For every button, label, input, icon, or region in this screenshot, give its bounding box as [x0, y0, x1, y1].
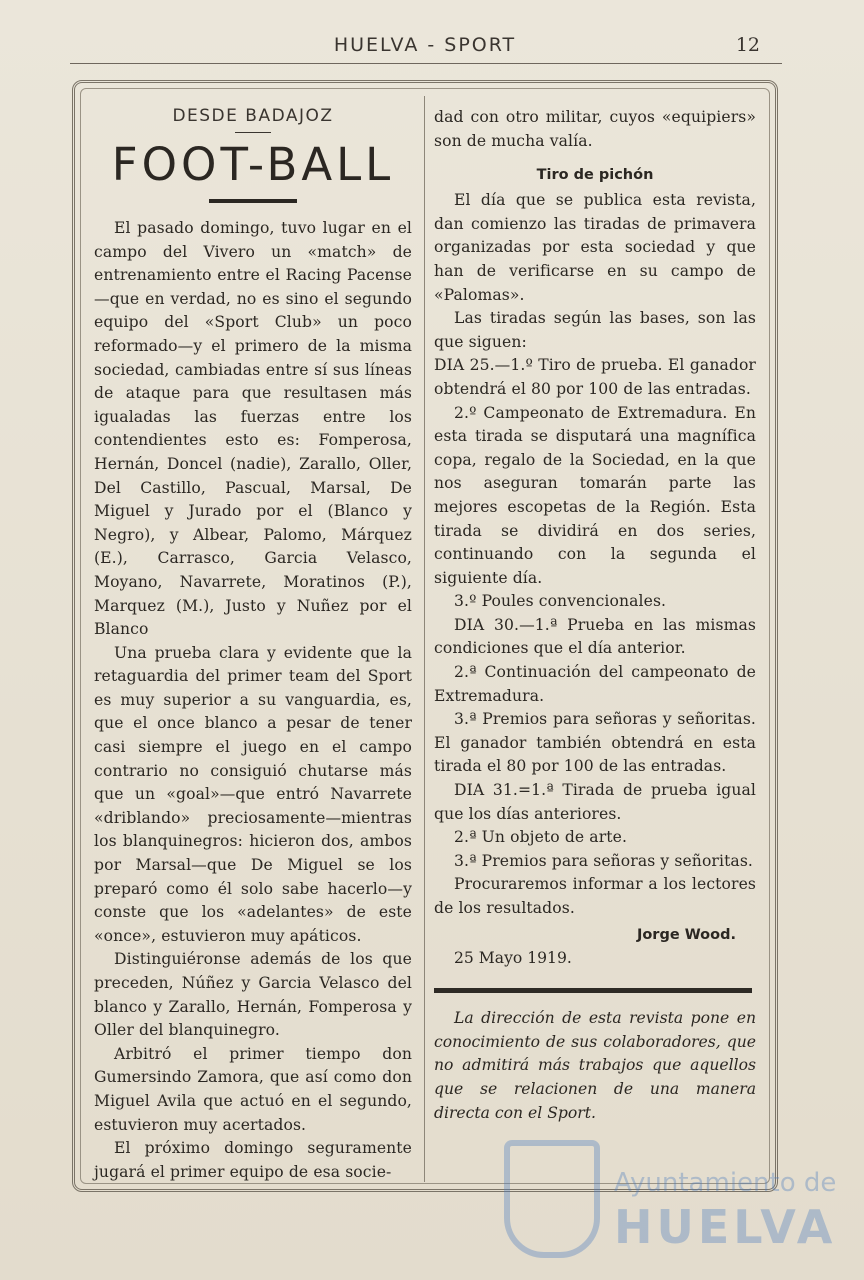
watermark-line2: HUELVA	[614, 1200, 837, 1254]
watermark	[484, 1140, 837, 1260]
article-paragraph: Distinguiéronse además de los que preceden, Núñez y Garcia Velasco del blanco y Zarallo, Hernán, Fomperosa y Oller del blanquinegro.	[94, 950, 412, 1040]
article-kicker: DESDE BADAJOZ	[172, 106, 334, 126]
schedule-item: 3.ª Premios para señoras y señoritas. El ganador también obtendrá en esta tirada el 80 por 100 de las entradas.	[434, 710, 756, 776]
publication-title: HUELVA - SPORT	[333, 34, 517, 56]
watermark-line1: Ayuntamiento de	[614, 1168, 837, 1198]
schedule-item: 3.ª Premios para señoras y señoritas.	[454, 851, 753, 870]
author-signature: Jorge Wood.	[636, 926, 736, 943]
header-rule	[70, 63, 782, 64]
article-paragraph: Las tiradas según las bases, son las que siguen:	[434, 309, 756, 351]
article-headline: FOOT-BALL	[111, 138, 395, 191]
headline-rule	[209, 199, 297, 203]
article-paragraph: Arbitró el primer tiempo don Gumersindo Zamora, que así como don Miguel Avila que actuó en el segundo, estuvieron muy acertados.	[94, 1044, 412, 1134]
article-paragraph: El pasado domingo, tuvo lugar en el campo del Vivero un «match» de entrenamiento entre el Racing Pacense—que en verdad, no es sino el segundo equipo del «Sport Club» un poco reformado—y el primero de la misma sociedad, cambiadas entre sí sus líneas de ataque para que resultasen más igualadas las fuerzas entre los contendientes esto es: Fomperosa, Hernán, Doncel (nadie), Zarallo, Oller, Del Castillo, Pascual, Marsal, De Miguel y Jurado por el (Blanco y Negro), y Albear, Palomo, Márquez (E.), Carrasco, Garcia Velasco, Moyano, Navarrete, Moratinos (P.), Marquez (M.), Justo y Nuñez por el Blanco	[94, 219, 412, 639]
kicker-rule	[235, 132, 271, 133]
article-date: 25 Mayo 1919.	[454, 948, 572, 967]
shield-icon	[504, 1140, 600, 1258]
left-column	[94, 106, 412, 1184]
column-divider	[424, 96, 425, 1182]
schedule-item: DIA 31.=1.ª Tirada de prueba igual que los días anteriores.	[434, 781, 756, 823]
schedule-item: DIA 30.—1.ª Prueba en las mismas condiciones que el día anterior.	[434, 615, 756, 658]
article-paragraph: Una prueba clara y evidente que la retaguardia del primer team del Sport es muy superior a su vanguardia, es, que el once blanco a pesar de tener casi siempre el juego en el campo contrario no consiguió chutarse más que un «goal»—que entró Navarrete «driblando» preciosamente—mientras los blanquinegros: hicieron dos, ambos por Marsal—que De Miguel se los preparó como él solo sabe hacerlo—y conste que los «adelantes» de este «once», estuvieron muy apáticos.	[94, 643, 412, 945]
schedule-item: Procuraremos informar a los lectores de los resultados.	[434, 875, 756, 917]
section-subhead: Tiro de pichón	[536, 167, 654, 184]
page-number: 12	[735, 34, 760, 56]
schedule-list	[434, 354, 756, 920]
page-header	[70, 34, 780, 60]
right-column	[434, 106, 756, 1125]
schedule-item: 2.ª Continuación del campeonato de Extremadura.	[434, 663, 756, 705]
editorial-notice: La dirección de esta revista pone en conocimiento de sus colaboradores, que no admitirá más trabajos que aquellos que se relacionen de una manera directa con el Sport.	[434, 1009, 756, 1122]
schedule-item: 2.ª Un objeto de arte.	[454, 828, 628, 847]
article-continuation: dad con otro militar, cuyos «equipiers» son de mucha valía.	[434, 108, 756, 150]
schedule-item: 3.º Poules convencionales.	[454, 592, 667, 611]
schedule-item: 2.º Campeonato de Extremadura. En esta tirada se disputará una magnífica copa, regalo de la Sociedad, en la que nos aseguran tomarán parte las mejores escopetas de la Región. Esta tirada se dividirá en dos series, continuando con la segunda el siguiente día.	[434, 403, 756, 587]
article-paragraph: El próximo domingo seguramente jugará el primer equipo de esa socie-	[94, 1139, 412, 1181]
schedule-item: DIA 25.—1.º Tiro de prueba. El ganador obtendrá el 80 por 100 de las entradas.	[434, 356, 756, 398]
article-paragraph: El día que se publica esta revista, dan comienzo las tiradas de primavera organizadas por esta sociedad y que han de verificarse en su campo de «Palomas».	[434, 191, 756, 304]
notice-rule	[434, 988, 752, 993]
